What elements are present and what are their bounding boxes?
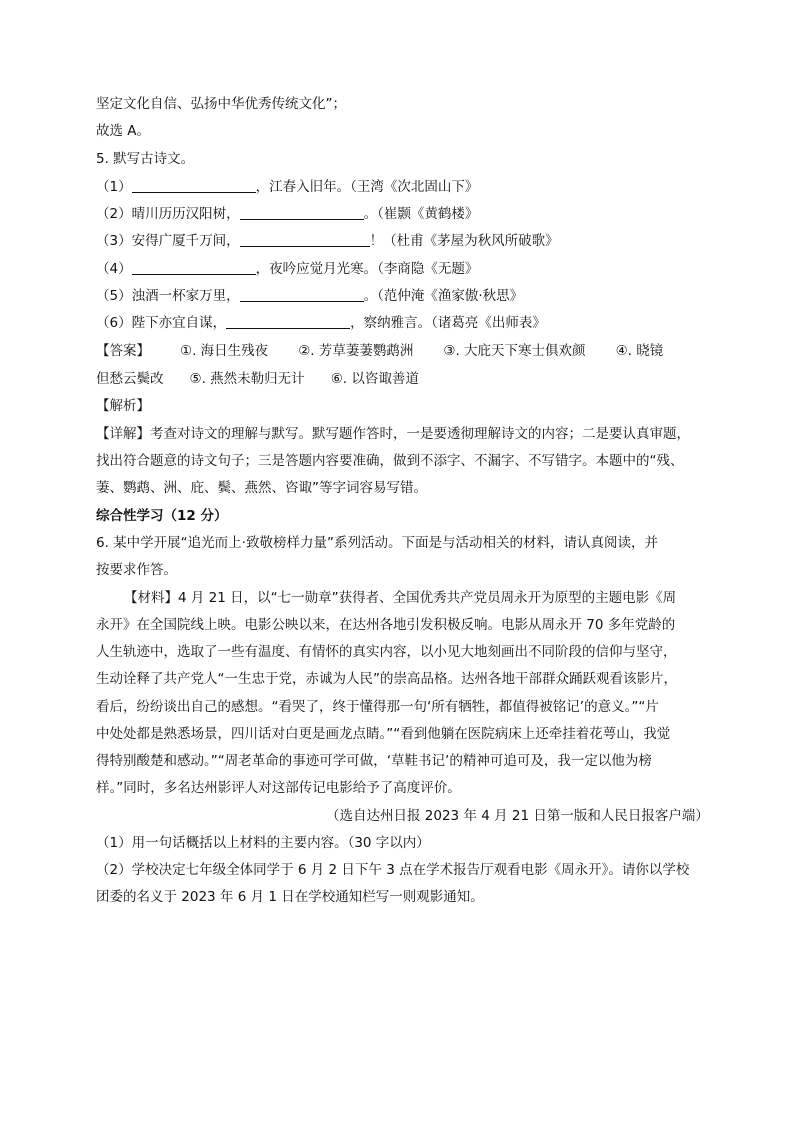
item-pre: 晴川历历汉阳树， [131,206,240,222]
item-post: ，夜吟应觉月光寒。（李商隐《无题》 [255,261,479,277]
answer-4: ④. 晓镜 [615,343,664,359]
answer-blank[interactable] [240,205,364,220]
answer-2: ②. 芳草萋萋鹦鹉洲 [298,343,414,359]
answer-blank[interactable] [240,232,370,247]
item-number: （2） [96,206,132,222]
answer-6: ⑥. 以咨诹善道 [330,371,419,387]
q5-item-5 [96,286,523,306]
detail-line-2: 找出符合题意的诗文句子；三是答题内容要准确，做到不添字、不漏字、不写错字。本题中的“残、 [96,453,684,469]
item-post: ，察纳雅言。（诸葛亮《出师表》 [350,315,546,331]
prev-line-2: 故选 A。 [96,123,151,139]
material-label: 【材料】 [124,590,178,606]
q5-title: 5. 默写古诗文。 [96,151,195,167]
answer-blank[interactable] [132,260,256,275]
q5-item-3 [96,231,559,251]
q5-item-1 [96,177,478,197]
section-heading: 综合性学习（12 分） [96,508,228,524]
material-line-7: 得特别酸楚和感动。”“周老革命的事迹可学可做，‘草鞋书记’的精神可追可及，我一定以他为榜 [96,753,652,769]
detail-line-3: 萋、鹦鹉、洲、庇、鬓、燕然、咨诹”等字词容易写错。 [96,480,427,496]
prev-line-1: 坚定文化自信、弘扬中华优秀传统文化”； [96,96,346,112]
item-number: （4） [96,261,132,277]
material-line-3: 人生轨迹中，选取了一些有温度、有情怀的真实内容，以小见大地刻画出不同阶段的信仰与坚守， [96,644,677,660]
item-number: （5） [96,288,132,304]
q6-intro-2: 按要求作答。 [96,562,177,578]
item-number: （1） [96,179,132,195]
q5-item-6 [96,313,546,333]
item-post: ，江春入旧年。（王湾《次北固山下》 [255,179,479,195]
q6-sub-2-line-1: （2）学校决定七年级全体同学于 6 月 2 日下午 3 点在学术报告厅观看电影《周永开》。请你以学校 [96,862,690,878]
detail-line-1 [96,424,690,444]
answer-3: ③. 大庇天下寒士俱欢颜 [443,343,586,359]
item-pre: 安得广厦千万间， [131,233,240,249]
answer-line-2 [96,369,419,389]
q6-sub-2-line-2: 团委的名义于 2023 年 6 月 1 日在学校通知栏写一则观影通知。 [96,889,484,905]
material-text: 4 月 21 日，以“七一勋章”获得者、全国优秀共产党员周永开为原型的主题电影《周 [178,590,677,606]
item-post: 。（范仲淹《渔家傲·秋思》 [363,288,524,304]
material-source: （选自达州日报 2023 年 4 月 21 日第一版和人民日报客户端） [326,808,709,824]
answer-5: ⑤. 燕然未勒归无计 [189,371,305,387]
answer-blank[interactable] [240,287,364,302]
q6-intro-1: 6. 某中学开展“追光而上·致敬榜样力量”系列活动。下面是与活动相关的材料，请认真阅读，并 [96,535,658,551]
answer-4-cont: 但愁云鬓改 [96,371,164,387]
material-line-4: 生动诠释了共产党人“一生忠于党，赤诚为人民”的崇高品格。达州各地干部群众踊跃观看该影片， [96,671,677,687]
item-number: （3） [96,233,132,249]
item-pre: 浊酒一杯家万里， [131,288,240,304]
answer-blank[interactable] [132,178,256,193]
item-pre: 陛下亦宜自谋， [131,315,227,331]
item-post: ！（杜甫《茅屋为秋风所破歌》 [369,233,559,249]
material-line-6: 中处处都是熟悉场景，四川话对白更是画龙点睛。”“看到他躺在医院病床上还牵挂着花萼山，我觉 [96,726,671,742]
answer-1: ①. 海日生残夜 [180,343,269,359]
answer-label: 【答案】 [96,343,150,359]
q5-item-4 [96,259,478,279]
detail-text: 考查对诗文的理解与默写。默写题作答时，一是要透彻理解诗文的内容；二是要认真审题， [150,426,690,442]
material-line-8: 样。”同时，多名达州影评人对这部传记电影给予了高度评价。 [96,780,461,796]
q5-item-2 [96,204,478,224]
detail-label: 【详解】 [96,426,150,442]
answer-line-1 [96,341,663,361]
analysis-label: 【解析】 [96,398,150,414]
item-number: （6） [96,315,132,331]
item-post: 。（崔颢《黄鹤楼》 [363,206,479,222]
answer-blank[interactable] [226,314,350,329]
material-line-5: 看后，纷纷谈出自己的感想。“看哭了，终于懂得那一句‘所有牺牲，都值得被铭记’的意义。”“片 [96,699,659,715]
q6-sub-1: （1）用一句话概括以上材料的主要内容。（30 字以内） [96,835,430,851]
material-line-1 [124,588,676,608]
material-line-2: 永开》在全国院线上映。电影公映以来，在达州各地引发积极反响。电影从周永开 70 多年党龄的 [96,617,676,633]
